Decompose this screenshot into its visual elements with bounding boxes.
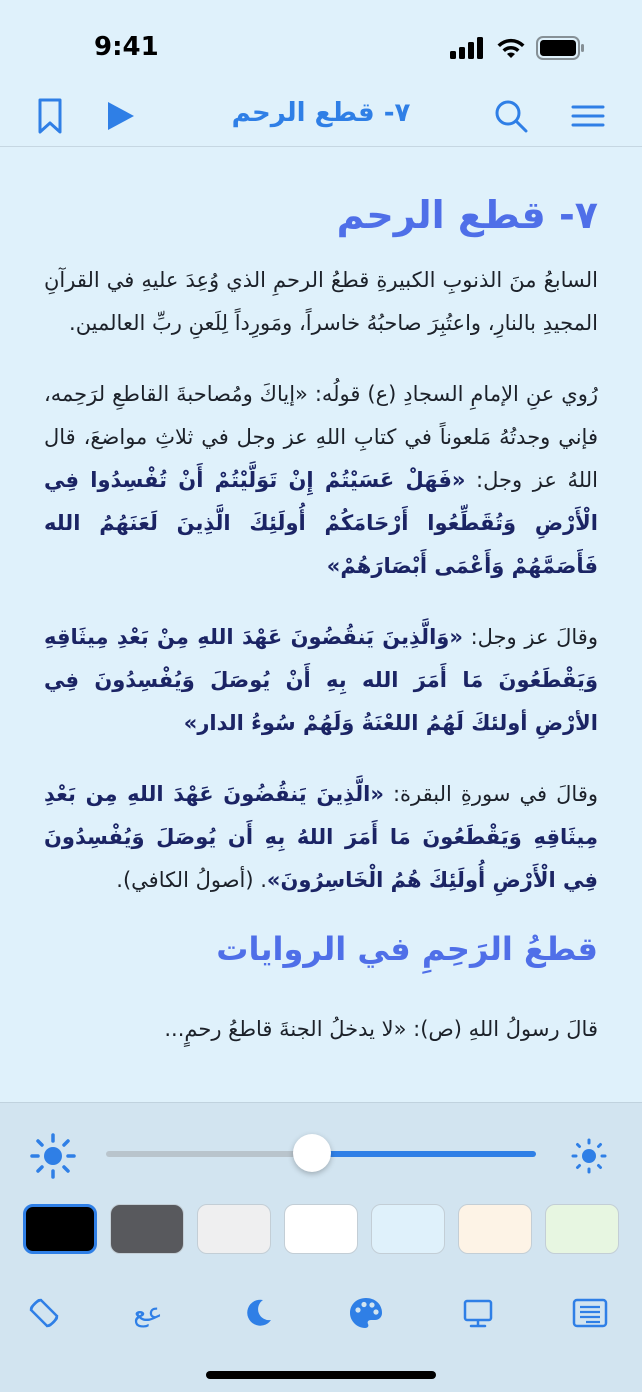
paragraph-3 — [44, 616, 598, 745]
font-size-button[interactable] — [126, 1293, 170, 1333]
swatch-black[interactable] — [23, 1204, 97, 1254]
paragraph-2-text: رُوي عنِ الإمامِ السجادِ (ع) قولُه: «إياكَ ومُصاحبةَ القاطعِ لرَحِمه، فإني وجدتُهُ مَلعوناً في كتابِ اللهِ عز وجل في ثلاثِ مواضعَ، قال اللهُ عز وجل: — [44, 382, 598, 492]
paragraph-4-text: وقالَ في سورةِ البقرة: — [383, 782, 598, 806]
palette-icon — [348, 1296, 384, 1330]
swatch-dark-gray[interactable] — [110, 1204, 184, 1254]
signal-icon — [450, 37, 486, 59]
slider-knob[interactable] — [293, 1134, 331, 1172]
display-settings-panel — [0, 1102, 642, 1392]
paragraph-2 — [44, 373, 598, 588]
section-heading: قطعُ الرَحِمِ في الروايات — [216, 930, 598, 968]
brightness-low-icon — [570, 1137, 608, 1175]
status-icons — [450, 36, 586, 60]
paragraph-2-verse: «فَهَلْ عَسَيْتُمْ إِنْ تَوَلَّيْتُمْ أَنْ تُفْسِدُوا فِي الْأَرْضِ وَتُقَطِّعُوا أَرْحَامَكُمْ أُولَئِكَ الَّذِينَ لَعَنَهُمُ الله فَأَصَمَّهُمْ وَأَعْمَى أَبْصَارَهُمْ» — [44, 468, 598, 578]
font-size-icon: عع — [133, 1298, 163, 1328]
nav-bar — [0, 92, 642, 147]
display-icon — [461, 1296, 495, 1330]
status-bar — [0, 0, 642, 92]
reading-content[interactable] — [0, 147, 642, 1102]
swatch-white[interactable] — [284, 1204, 358, 1254]
swatch-light-blue[interactable] — [371, 1204, 445, 1254]
search-icon[interactable] — [492, 96, 530, 136]
theme-palette-button[interactable] — [344, 1293, 388, 1333]
night-mode-button[interactable] — [236, 1293, 280, 1333]
paragraph-4-verse: «الَّذِينَ يَنقُضُونَ عَهْدَ اللهِ مِن بَعْدِ مِيثَاقِهِ وَيَقْطَعُونَ مَا أَمَرَ اللهُ بِهِ أَن يُوصَلَ وَيُفْسِدُونَ فِي الْأَرْضِ أُولَئِكَ هُمُ الْخَاسِرُونَ» — [44, 782, 598, 892]
reader-view-button[interactable] — [568, 1293, 612, 1333]
nav-title: ٧- قطع الرحم — [231, 98, 411, 128]
paragraph-5-partial: قالَ رسولُ اللهِ (ص): «لا يدخلُ الجنةَ قاطعُ رحمٍ... — [164, 1017, 598, 1041]
swatch-light-green[interactable] — [545, 1204, 619, 1254]
paragraph-4 — [44, 773, 598, 902]
moon-icon — [241, 1296, 275, 1330]
play-icon[interactable] — [104, 96, 138, 136]
rotation-lock-button[interactable] — [22, 1293, 66, 1333]
paragraph-1: السابعُ منَ الذنوبِ الكبيرةِ قطعُ الرحمِ الذي وُعِدَ عليهِ في القرآنِ المجيدِ بالنارِ، واعتُبِرَ صاحبُهُ خاسراً، ومَورِداً لِلَعنِ ربِّ العالمين. — [44, 268, 598, 335]
paragraph-4-source: . (أصولُ الكافي). — [116, 868, 267, 892]
reader-icon — [571, 1296, 609, 1330]
bookmark-icon[interactable] — [36, 96, 64, 136]
swatch-light-gray[interactable] — [197, 1204, 271, 1254]
paragraph-3-text: وقالَ عز وجل: — [462, 625, 598, 649]
theme-swatches — [23, 1204, 619, 1256]
display-button[interactable] — [456, 1293, 500, 1333]
wifi-icon — [496, 37, 526, 59]
reader-toolbar — [0, 1293, 642, 1333]
home-indicator[interactable] — [206, 1371, 436, 1379]
slider-track-right — [312, 1151, 536, 1157]
chapter-title: ٧- قطع الرحم — [336, 193, 598, 237]
menu-icon[interactable] — [570, 96, 606, 136]
brightness-high-icon — [30, 1133, 76, 1179]
paragraph-3-verse: «وَالَّذِينَ يَنقُضُونَ عَهْدَ اللهِ مِنْ بَعْدِ مِيثَاقِهِ وَيَقْطَعُونَ مَا أَمَرَ الله بِهِ أَنْ يُوصَلَ وَيُفْسِدُونَ فِي الأرْضِ أولئكَ لَهُمُ اللعْنَةُ وَلَهُمْ سُوءُ الدار» — [44, 625, 598, 735]
slider-track-left — [106, 1151, 312, 1157]
swatch-cream[interactable] — [458, 1204, 532, 1254]
battery-icon — [536, 36, 586, 60]
status-time: 9:41 — [94, 32, 159, 62]
rotation-lock-icon — [27, 1296, 61, 1330]
